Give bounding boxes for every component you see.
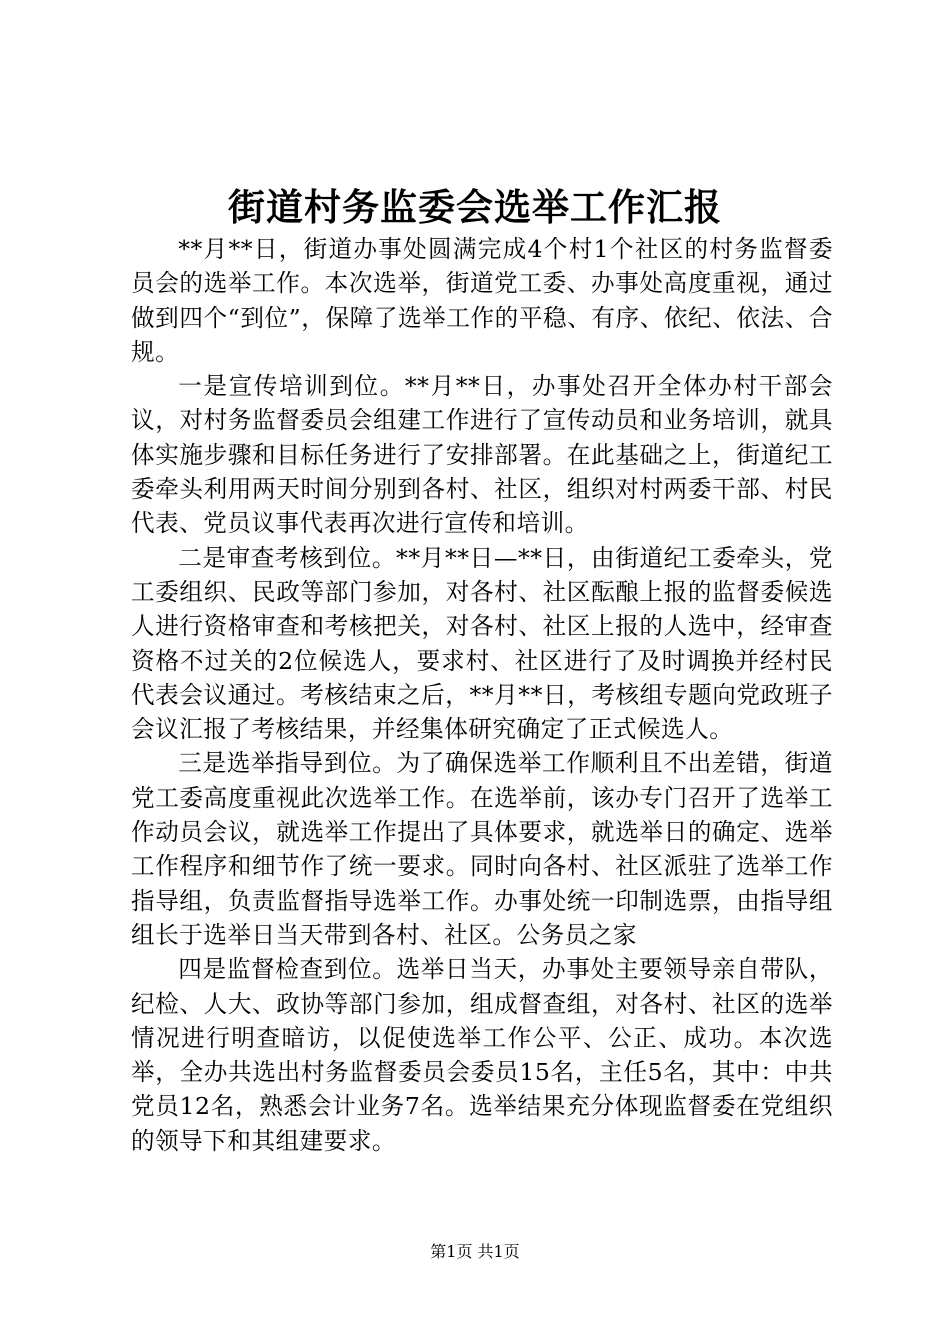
paragraph-publicity-training: 一是宣传培训到位。**月**日，办事处召开全体办村干部会议，对村务监督委员会组建工作进行了宣传动员和业务培训，就具体实施步骤和目标任务进行了安排部署。在此基础之上，街道纪工委牵头利用两天时间分别到各村、社区，组织对村两委干部、村民代表、党员议事代表再次进行宣传和培训。 (131, 372, 833, 538)
paragraph-intro: **月**日，街道办事处圆满完成4个村1个社区的村务监督委员会的选举工作。本次选举，街道党工委、办事处高度重视，通过做到四个“到位”，保障了选举工作的平稳、有序、依纪、依法、合规。 (131, 235, 833, 366)
page-footer: 第1页 共1页 (430, 1242, 520, 1261)
paragraph-supervision-inspection: 四是监督检查到位。选举日当天，办事处主要领导亲自带队，纪检、人大、政协等部门参加，组成督查组，对各村、社区的选举情况进行明查暗访，以促使选举工作公平、公正、成功。本次选举，全办共选出村务监督委员会委员15名，主任5名，其中：中共党员12名，熟悉会计业务7名。选举结果充分体现监督委在党组织的领导下和其组建要求。 (131, 955, 833, 1155)
paragraph-review-assessment: 二是审查考核到位。**月**日—**日，由街道纪工委牵头，党工委组织、民政等部门参加，对各村、社区酝酿上报的监督委候选人进行资格审查和考核把关，对各村、社区上报的人选中，经审查资格不过关的2位候选人，要求村、社区进行了及时调换并经村民代表会议通过。考核结束之后，**月**日，考核组专题向党政班子会议汇报了考核结果，并经集体研究确定了正式候选人。 (131, 543, 833, 744)
paragraph-election-guidance: 三是选举指导到位。为了确保选举工作顺利且不出差错，街道党工委高度重视此次选举工作。在选举前，该办专门召开了选举工作动员会议，就选举工作提出了具体要求，就选举日的确定、选举工作程序和细节作了统一要求。同时向各村、社区派驻了选举工作指导组，负责监督指导选举工作。办事处统一印制选票，由指导组组长于选举日当天带到各村、社区。公务员之家 (131, 749, 833, 949)
document-body (131, 232, 833, 1158)
document-title: 街道村务监委会选举工作汇报 (228, 186, 722, 229)
